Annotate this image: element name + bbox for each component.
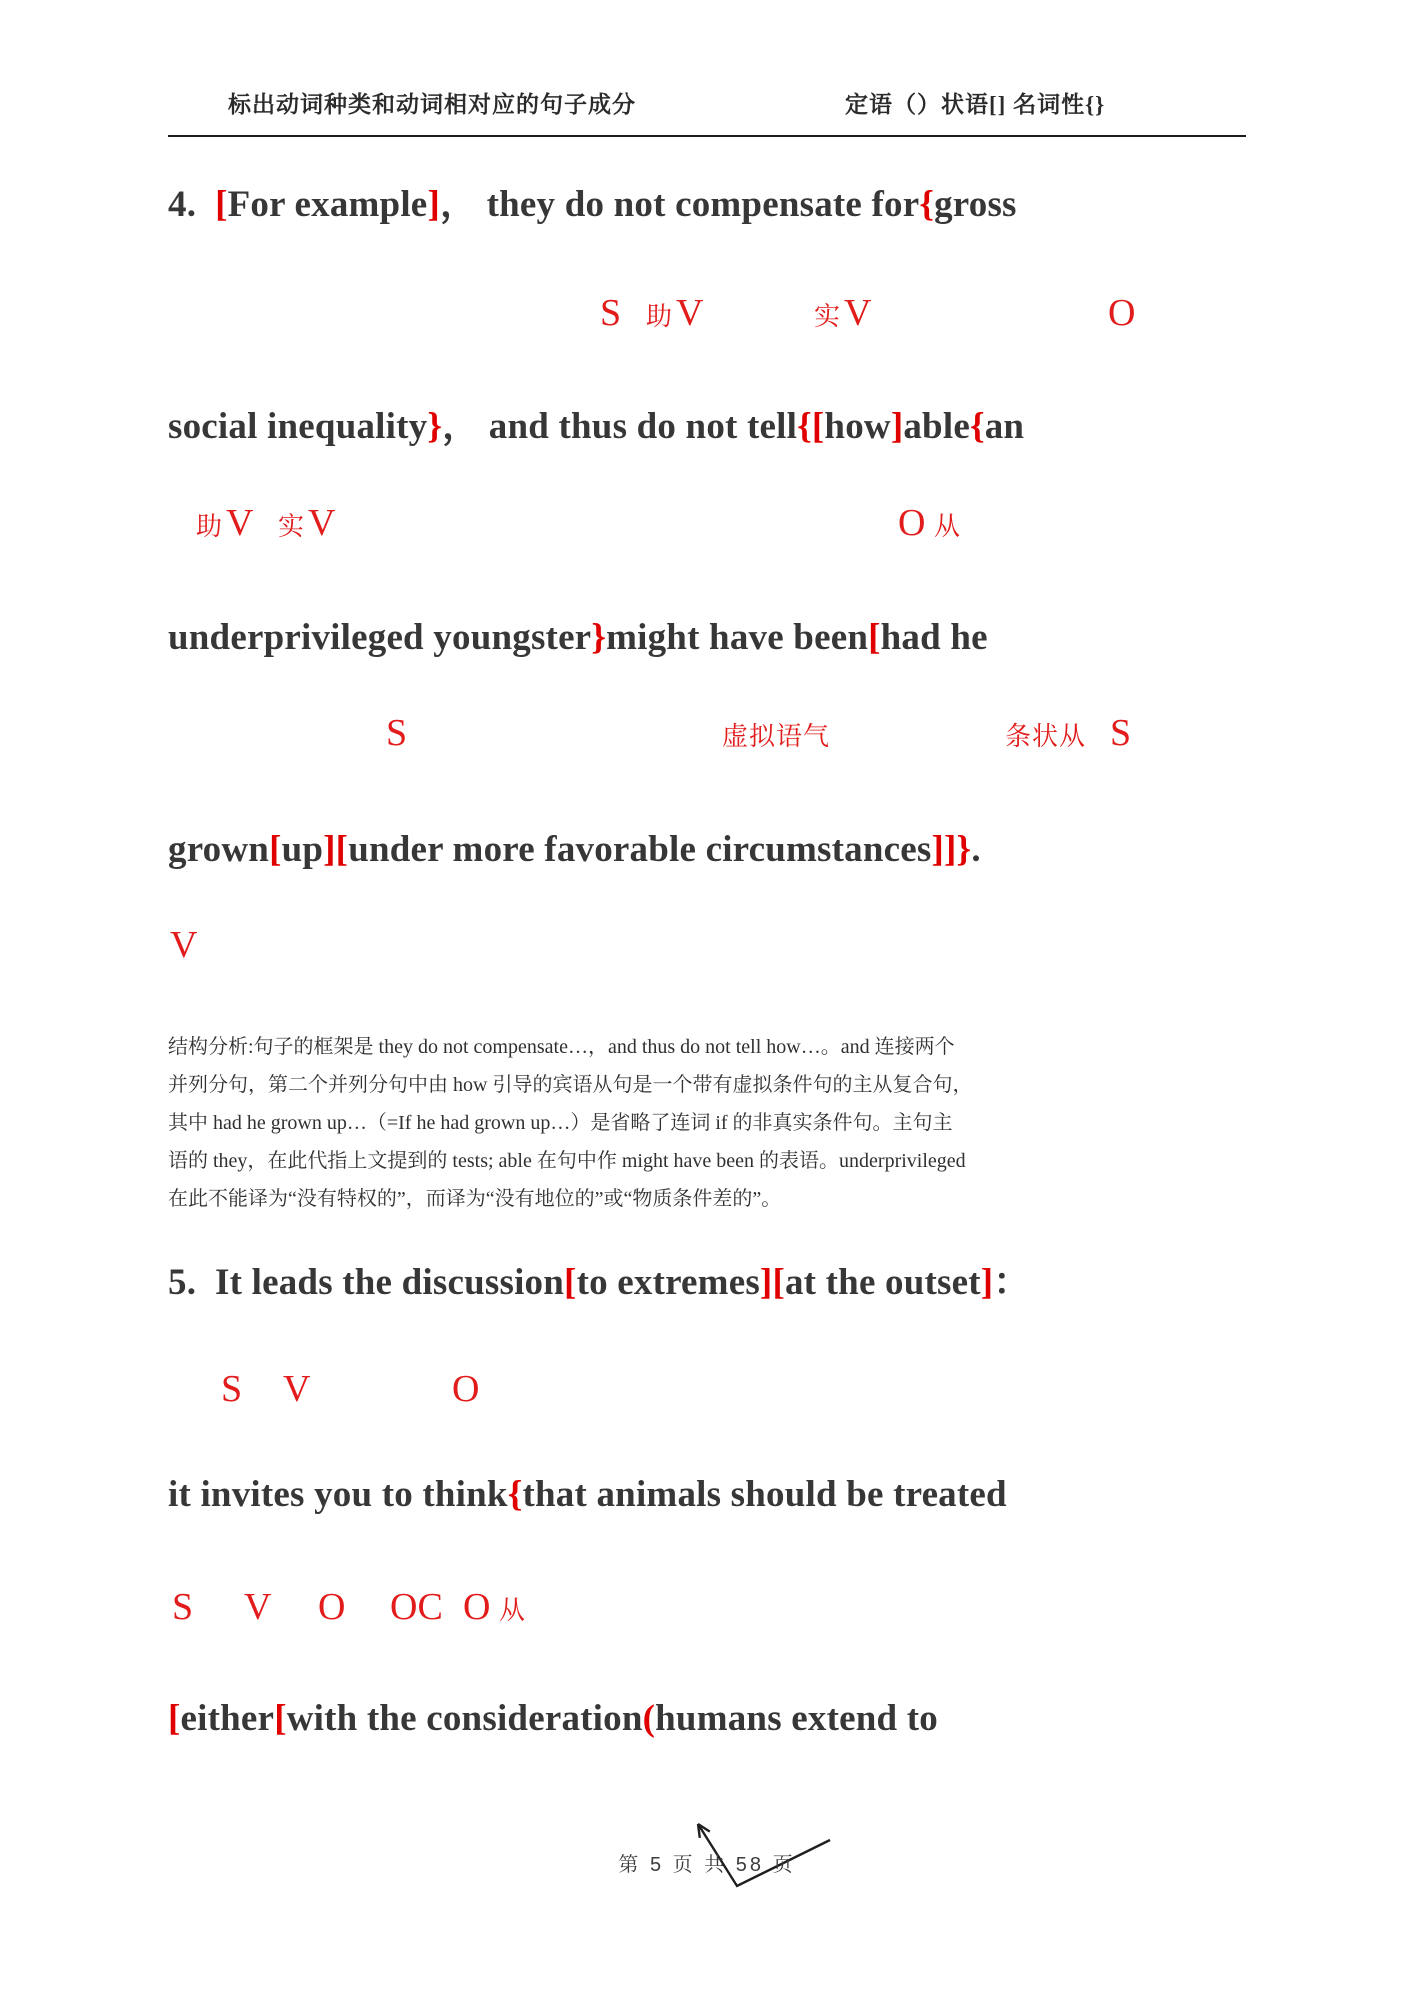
- bracket-mark: ]]}: [931, 829, 972, 870]
- sentence-text: might have been: [606, 617, 869, 658]
- sentence-text: social inequality: [168, 406, 428, 447]
- sentence4-line1: [168, 182, 1017, 232]
- sentence-text: they do not compensate for: [477, 184, 920, 225]
- grammar-label: S: [600, 292, 622, 334]
- bracket-mark: {: [919, 184, 935, 225]
- bracket-mark: ]: [890, 406, 904, 447]
- sentence-text: .: [971, 829, 981, 870]
- grammar-label: 助: [646, 302, 674, 331]
- sentence-text: humans extend to: [655, 1698, 938, 1739]
- grammar-label: 从: [934, 512, 962, 541]
- header-rule: [168, 135, 1246, 137]
- bracket-mark: [: [168, 1698, 181, 1739]
- grammar-label: 条状从: [1005, 722, 1087, 751]
- grammar-label: OC: [390, 1586, 443, 1628]
- sentence-text: had he: [880, 617, 988, 658]
- grammar-label: V: [844, 292, 872, 334]
- sentence-text: and thus do not tell: [479, 406, 798, 447]
- analysis-line-1: 结构分析:句子的框架是 they do not compensate…，and thus do not tell how…。and 连接两个: [168, 1036, 955, 1058]
- sentence4-line3: [168, 615, 988, 665]
- bracket-mark: [: [215, 184, 228, 225]
- sentence-text: 4.: [168, 184, 216, 225]
- sentence-text: For example: [227, 184, 428, 225]
- bracket-mark: [: [564, 1262, 577, 1303]
- bracket-mark: [: [868, 617, 881, 658]
- structure-analysis: [168, 1028, 1254, 1218]
- grammar-label: 实: [814, 302, 842, 331]
- bracket-mark: [: [274, 1698, 287, 1739]
- sentence-text: ：: [993, 1262, 1031, 1303]
- bracket-mark: ][: [759, 1262, 785, 1303]
- sentence-text: under more favorable circumstances: [348, 829, 932, 870]
- grammar-label: V: [283, 1368, 311, 1410]
- sentence-text: at the outset: [784, 1262, 981, 1303]
- sentence-text: up: [281, 829, 324, 870]
- analysis-line-5: 在此不能译为“没有特权的”，而译为“没有地位的”或“物质条件差的”。: [168, 1188, 782, 1210]
- grammar-label: 助: [196, 512, 224, 541]
- bracket-mark: ][: [323, 829, 349, 870]
- annotation-row-3: [0, 712, 1414, 762]
- sentence-text: gross: [934, 184, 1017, 225]
- annotation-row-2: [0, 502, 1414, 552]
- grammar-label: V: [226, 502, 254, 544]
- grammar-label: O: [318, 1586, 346, 1628]
- sentence-text: how: [824, 406, 891, 447]
- grammar-label: V: [244, 1586, 272, 1628]
- analysis-line-2: 并列分句，第二个并列分句中由 how 引导的宾语从句是一个带有虚拟条件句的主从复合句，: [168, 1074, 973, 1096]
- grammar-label: S: [172, 1586, 194, 1628]
- header-legend: 定语（）状语[] 名词性{}: [845, 92, 1106, 117]
- grammar-label: V: [308, 502, 336, 544]
- sentence-text: to extremes: [576, 1262, 760, 1303]
- sentence-text: grown: [168, 829, 270, 870]
- sentence-text: 5. It leads the discussion: [168, 1262, 565, 1303]
- analysis-line-3: 其中 had he grown up…（=If he had grown up…）是省略了连词 if 的非真实条件句。主句主: [168, 1112, 953, 1134]
- sentence5-line3: [168, 1696, 938, 1746]
- sentence-text: that animals should be treated: [522, 1474, 1007, 1515]
- sentence-text: with the consideration: [286, 1698, 643, 1739]
- grammar-label: S: [221, 1368, 243, 1410]
- sentence-text: ，: [439, 184, 478, 225]
- sentence5-line2: [168, 1472, 1007, 1522]
- grammar-label: O: [452, 1368, 480, 1410]
- grammar-label: O: [1108, 292, 1136, 334]
- sentence-text: it invites you to think: [168, 1474, 508, 1515]
- annotation-row-6: [0, 1586, 1414, 1636]
- page-number: 第 5 页 共 58 页: [618, 1854, 796, 1876]
- sentence-text: an: [984, 406, 1025, 447]
- sentence-text: able: [903, 406, 970, 447]
- bracket-mark: ]: [427, 184, 440, 225]
- grammar-label: O: [898, 502, 926, 544]
- grammar-label: V: [676, 292, 704, 334]
- grammar-label: S: [1110, 712, 1132, 754]
- sentence4-line4: [168, 827, 981, 877]
- sentence-text: underprivileged youngster: [168, 617, 592, 658]
- sentence5-line1: [168, 1260, 1031, 1310]
- annotation-row-4: [0, 924, 1414, 974]
- bracket-mark: ]: [980, 1262, 994, 1303]
- bracket-mark: [: [269, 829, 282, 870]
- annotation-row-1: [0, 292, 1414, 342]
- annotation-row-5: [0, 1368, 1414, 1418]
- bracket-mark: {: [507, 1474, 523, 1515]
- bracket-mark: }: [427, 406, 443, 447]
- grammar-label: 实: [278, 512, 306, 541]
- header-section-label: 标出动词种类和动词相对应的句子成分: [228, 92, 636, 117]
- bracket-mark: (: [642, 1698, 656, 1739]
- bracket-mark: {: [969, 406, 985, 447]
- sentence-text: ，: [442, 406, 480, 447]
- analysis-line-4: 语的 they，在此代指上文提到的 tests; able 在句中作 might have been 的表语。underprivileged: [168, 1150, 966, 1172]
- bracket-mark: }: [591, 617, 607, 658]
- grammar-label: O: [463, 1586, 491, 1628]
- sentence-text: either: [180, 1698, 275, 1739]
- grammar-label: 从: [499, 1596, 527, 1625]
- grammar-label: 虚拟语气: [722, 722, 831, 751]
- sentence4-line2: [168, 404, 1024, 454]
- grammar-label: S: [386, 712, 408, 754]
- bracket-mark: {[: [797, 406, 825, 447]
- grammar-label: V: [170, 924, 198, 966]
